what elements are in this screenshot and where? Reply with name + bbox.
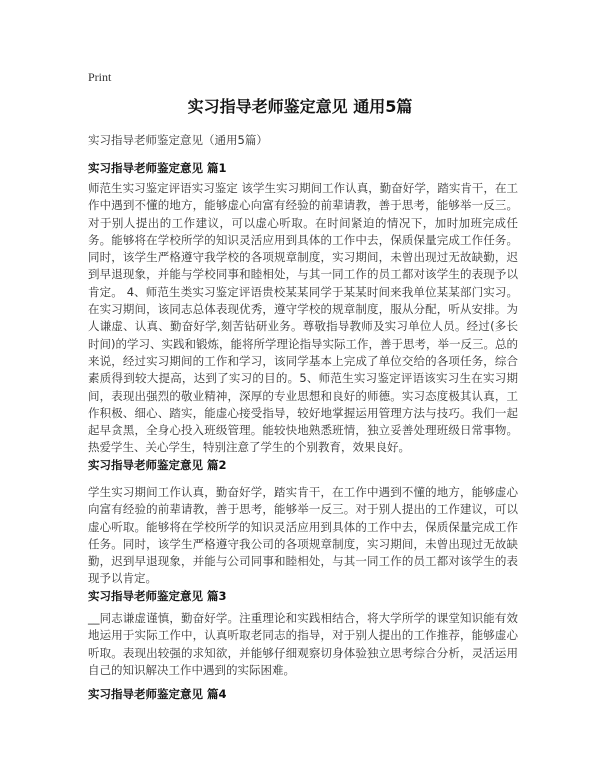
section-body-1: 师范生实习鉴定评语实习鉴定 该学生实习期间工作认真，勤奋好学，踏实肯干，在工作中遇到不懂的地方，能够虚心向富有经验的前辈请教，善于思考，能够举一反三。对于别人提出的工作建议，可以虚心听取。在时间紧迫的情况下，加时加班完成任务。能够将在学校所学的知识灵活应用到具体的工作中去，保质保量完成工作任务。同时，该学生严格遵守我学校的各项规章制度，实习期间，未曾出现过无故缺勤，迟到早退现象，并能与学校同事和睦相处，与其一同工作的员工都对该学生的表现予以肯定。 4、师范生类实习鉴定评语贵校某某同学于某某时间来我单位某某部门实习。在实习期间，该同志总体表现优秀，遵守学校的规章制度，服从分配，听从安排。为人谦虚、认真、勤奋好学,刻苦钻研业务。尊敬指导教师及实习单位人员。经过(多长时间)的学习、实践和锻炼，能将所学理论指导实际工作，善于思考，举一反三。总的来说，经过实习期间的工作和学习，该同学基本上完成了单位交给的各项任务，综合素质得到较大提高，达到了实习的目的。5、师范生实习鉴定评语该实习生在实习期间，表现出强烈的敬业精神，深厚的专业思想和良好的师德。实习态度极其认真，工作积极、细心、踏实，能虚心接受指导，较好地掌握运用管理方法与技巧。我们一起起早贪黑，全身心投入班级管理。能较快地熟悉班情，独立妥善处理班级日常事物。热爱学生、关心学生，特别注意了学生的个别教育，效果良好。 [88, 181, 518, 455]
section-heading-2: 实习指导老师鉴定意见 篇2 [88, 458, 227, 472]
section-heading-4: 实习指导老师鉴定意见 篇4 [88, 687, 227, 701]
page-title: 实习指导老师鉴定意见 通用5篇 [187, 97, 413, 116]
section-heading-1: 实习指导老师鉴定意见 篇1 [88, 161, 227, 175]
section-body-2: 学生实习期间工作认真，勤奋好学，踏实肯干，在工作中遇到不懂的地方，能够虚心向富有经验的前辈请教，善于思考，能够举一反三。对于别人提出的工作建议，可以虚心听取。能够将在学校所学的知识灵活应用到具体的工作中去，保质保量完成工作任务。同时，该学生严格遵守我公司的各项规章制度，实习期间，未曾出现过无故缺勤，迟到早退现象，并能与公司同事和睦相处，与其一同工作的员工都对该学生的表现予以肯定。 [88, 485, 518, 586]
section-heading-3: 实习指导老师鉴定意见 篇3 [88, 589, 227, 603]
section-body-3: __同志谦虚谨慎，勤奋好学。注重理论和实践相结合，将大学所学的课堂知识能有效地运用于实际工作中，认真听取老同志的指导，对于别人提出的工作推荐，能够虚心听取。表现出较强的求知欲，并能够仔细观察切身体验独立思考综合分析，灵活运用自己的知识解决工作中遇到的实际困难。 [88, 611, 518, 677]
print-link[interactable]: Print [88, 70, 112, 84]
intro-text: 实习指导老师鉴定意见（通用5篇） [88, 133, 268, 147]
